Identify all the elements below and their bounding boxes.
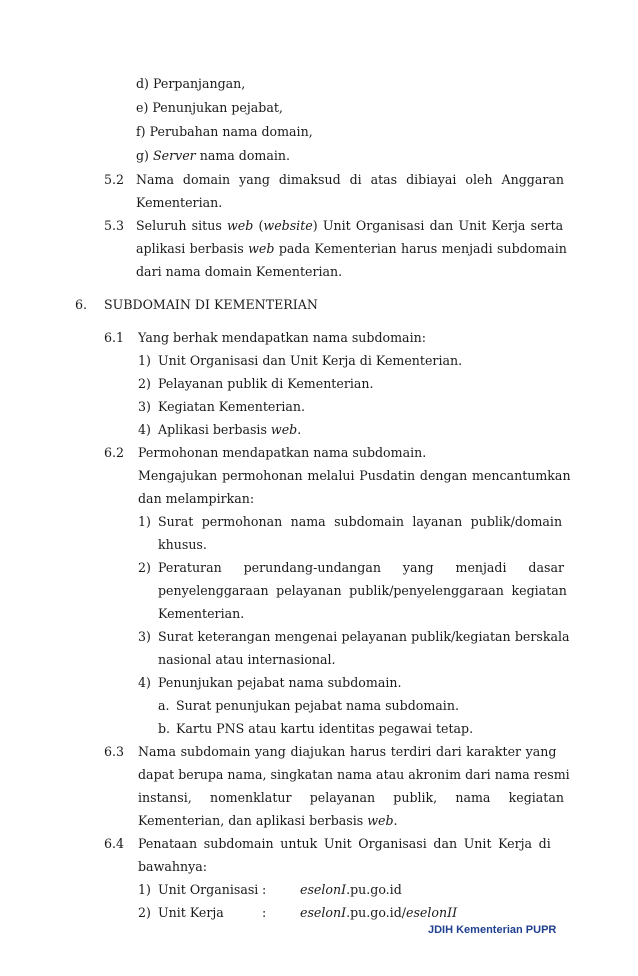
word: atas xyxy=(370,172,398,187)
list-item xyxy=(136,76,245,92)
item-text: nama domain. xyxy=(195,148,291,163)
section-heading: SUBDOMAIN DI KEMENTERIAN xyxy=(104,297,318,312)
item-label: 4) xyxy=(138,675,151,690)
item-label: g) xyxy=(136,148,149,163)
paragraph-line xyxy=(136,172,564,188)
item-name: Unit Kerja xyxy=(158,905,224,920)
word: pelayanan xyxy=(309,790,376,805)
text-italic: eselonI xyxy=(300,882,347,897)
text-italic: eselonI xyxy=(300,905,347,920)
text: aplikasi berbasis xyxy=(136,241,249,256)
item-text: Perpanjangan, xyxy=(153,76,246,91)
item-text: Kementerian. xyxy=(158,606,245,621)
paragraph-line: Mengajukan permohonan melalui Pusdatin dengan mencantumkan xyxy=(138,468,571,483)
text-italic: web xyxy=(270,422,298,437)
item-label: 4) xyxy=(138,422,151,437)
section-number: 6.4 xyxy=(104,836,125,851)
word: Peraturan xyxy=(158,560,222,575)
word: Anggaran xyxy=(501,172,564,187)
subsection-title: Permohonan mendapatkan nama subdomain. xyxy=(138,445,427,460)
text: . xyxy=(393,813,398,828)
item-text: Kegiatan Kementerian. xyxy=(158,399,306,414)
text: Seluruh situs xyxy=(136,218,227,233)
section-number: 6.1 xyxy=(104,330,125,345)
text: . xyxy=(297,422,302,437)
word: yang xyxy=(239,172,270,187)
word: perundang-undangan xyxy=(243,560,381,575)
word: domain xyxy=(182,172,231,187)
item-label: f) xyxy=(136,124,146,139)
paragraph-line: dari nama domain Kementerian. xyxy=(136,264,343,279)
text: Aplikasi berbasis xyxy=(158,422,271,437)
item-value xyxy=(300,905,457,921)
sub-item-text: Kartu PNS atau kartu identitas pegawai tetap. xyxy=(176,721,474,736)
text: ( xyxy=(253,218,264,233)
item-colon: : xyxy=(262,882,267,897)
item-text xyxy=(158,422,301,438)
list-item xyxy=(136,148,290,164)
footer-label: JDIH Kementerian PUPR xyxy=(428,924,557,936)
text-italic: web xyxy=(227,218,254,233)
section-number: 6.2 xyxy=(104,445,125,460)
text-italic: eselonII xyxy=(406,905,458,920)
text: ) Unit Organisasi dan Unit Kerja serta xyxy=(312,218,564,233)
text: pada Kementerian harus menjadi subdomain xyxy=(274,241,567,256)
paragraph-line: dan melampirkan: xyxy=(138,491,255,506)
text-italic: website xyxy=(263,218,313,233)
text: Kementerian, dan aplikasi berbasis xyxy=(138,813,368,828)
item-name: Unit Organisasi xyxy=(158,882,259,897)
word: yang xyxy=(402,560,434,575)
list-item xyxy=(136,124,313,140)
paragraph-line: bawahnya: xyxy=(138,859,207,874)
item-text: Penunjukan pejabat nama subdomain. xyxy=(158,675,402,690)
item-label: d) xyxy=(136,76,149,91)
section-number: 5.2 xyxy=(104,172,125,187)
item-value xyxy=(300,882,402,898)
word: dasar xyxy=(528,560,564,575)
item-text: Surat permohonan nama subdomain layanan publik/domain xyxy=(158,514,563,529)
item-label: 2) xyxy=(138,376,151,391)
section-number: 6. xyxy=(75,297,88,312)
item-label: 3) xyxy=(138,399,151,414)
item-text: Penunjukan pejabat, xyxy=(152,100,283,115)
item-text: Perubahan nama domain, xyxy=(149,124,313,139)
section-number: 6.3 xyxy=(104,744,125,759)
item-label: 1) xyxy=(138,514,151,529)
paragraph-line xyxy=(138,790,564,806)
text: .pu.go.id/ xyxy=(346,905,407,920)
item-label: e) xyxy=(136,100,149,115)
word: instansi, xyxy=(138,790,192,805)
word: dimaksud xyxy=(278,172,341,187)
word: nama xyxy=(455,790,491,805)
word: kegiatan xyxy=(508,790,564,805)
list-item xyxy=(136,100,283,116)
word: oleh xyxy=(465,172,493,187)
word: di xyxy=(349,172,362,187)
text-italic: web xyxy=(367,813,394,828)
item-text-italic: Server xyxy=(153,148,196,163)
subsection-title: Yang berhak mendapatkan nama subdomain: xyxy=(138,330,426,345)
sub-item-text: Surat penunjukan pejabat nama subdomain. xyxy=(176,698,459,713)
item-text xyxy=(158,560,564,576)
text-italic: web xyxy=(248,241,275,256)
paragraph-line: Nama subdomain yang diajukan harus terdiri dari karakter yang xyxy=(138,744,557,759)
paragraph-line: dapat berupa nama, singkatan nama atau akronim dari nama resmi xyxy=(138,767,570,782)
item-text: Surat keterangan mengenai pelayanan publik/kegiatan berskala xyxy=(158,629,570,644)
paragraph-line xyxy=(138,813,398,829)
word: dibiayai xyxy=(406,172,457,187)
item-label: 1) xyxy=(138,353,151,368)
text: .pu.go.id xyxy=(346,882,402,897)
word: nomenklatur xyxy=(209,790,292,805)
word: menjadi xyxy=(455,560,507,575)
item-text: penyelenggaraan pelayanan publik/penyelenggaraan kegiatan xyxy=(158,583,567,598)
item-text: Unit Organisasi dan Unit Kerja di Kementerian. xyxy=(158,353,463,368)
item-label: 2) xyxy=(138,905,151,920)
item-text: khusus. xyxy=(158,537,207,552)
word: Nama xyxy=(136,172,174,187)
item-label: 1) xyxy=(138,882,151,897)
section-number: 5.3 xyxy=(104,218,125,233)
sub-item-label: b. xyxy=(158,721,171,736)
sub-item-label: a. xyxy=(158,698,170,713)
item-colon: : xyxy=(262,905,267,920)
item-text: Pelayanan publik di Kementerian. xyxy=(158,376,374,391)
word: publik, xyxy=(393,790,438,805)
item-label: 3) xyxy=(138,629,151,644)
paragraph-line xyxy=(136,218,564,234)
paragraph-line: Penataan subdomain untuk Unit Organisasi dan Unit Kerja di xyxy=(138,836,551,851)
item-label: 2) xyxy=(138,560,151,575)
paragraph-line: Kementerian. xyxy=(136,195,223,210)
item-text: nasional atau internasional. xyxy=(158,652,336,667)
paragraph-line xyxy=(136,241,567,257)
